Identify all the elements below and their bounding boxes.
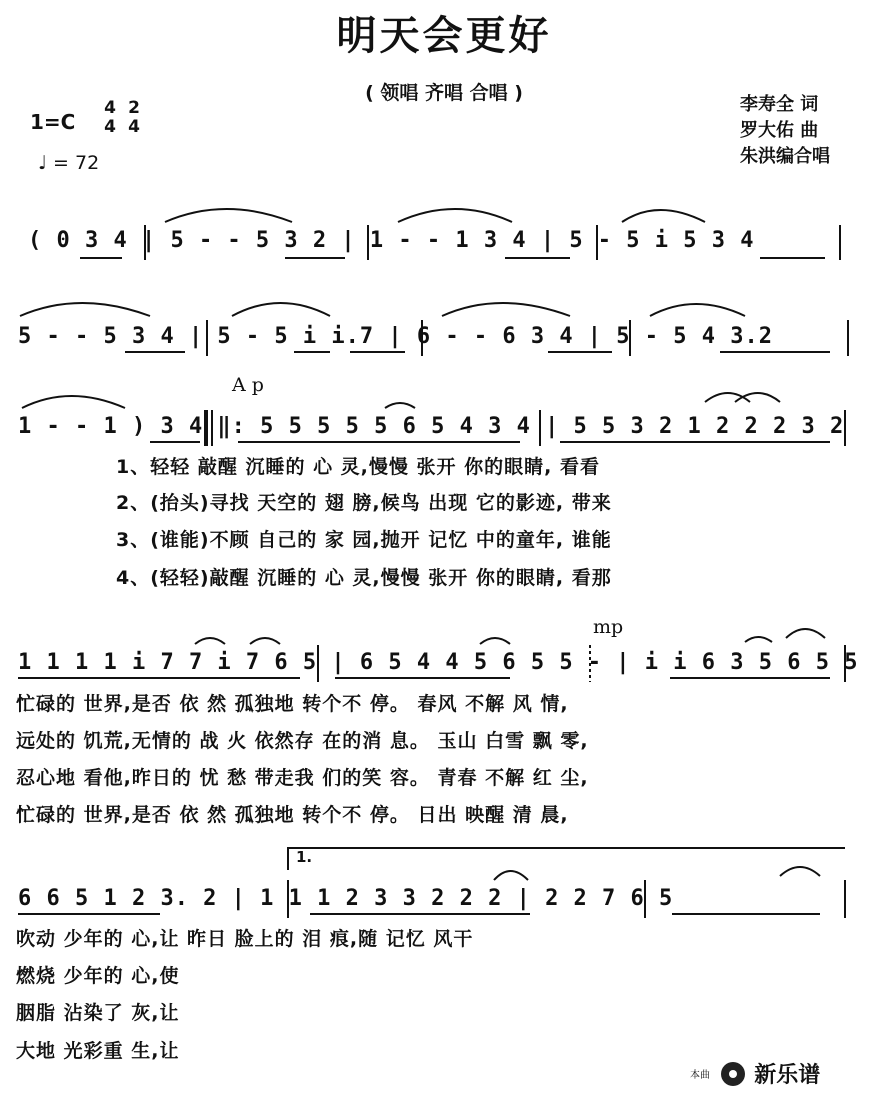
slur xyxy=(385,403,415,408)
notation-system-2: 5 - - 5 3 4 | 5 - 5 i i.7 | 6 - - 6 3 4 | 5 - 5 4 3.2 xyxy=(18,324,773,349)
slur xyxy=(250,638,280,644)
slur xyxy=(786,629,825,638)
rhythm-beams xyxy=(18,258,830,914)
lyric-line: 忙碌的 世界,是否 依 然 孤独地 转个不 停。 日出 映醒 清 晨, xyxy=(16,804,569,826)
slur xyxy=(735,393,780,402)
lyric-line: 忍心地 看他,昨日的 忧 愁 带走我 们的笑 容。 青春 不解 红 尘, xyxy=(16,767,589,789)
notation-system-3: 1 - - 1 ) 3 4 ‖: 5 5 5 5 5 6 5 4 3 4 | 5 5 3 2 1 2 2 2 3 2 xyxy=(18,414,845,439)
slur xyxy=(745,637,772,642)
lyric-line: 吹动 少年的 心,让 昨日 脸上的 泪 痕,随 记忆 风干 xyxy=(16,928,474,950)
slur xyxy=(20,303,150,316)
lyric-line: 1、轻轻 敲醒 沉睡的 心 灵,慢慢 张开 你的眼睛, 看看 xyxy=(116,456,600,478)
dynamic-marking-ap: A p xyxy=(232,374,264,396)
quarter-note-icon: ♩ xyxy=(38,152,47,174)
notation-system-5: 6 6 5 1 2 3. 2 | 1 1 1 2 3 3 2 2 2 | 2 2 7 6 5 xyxy=(18,886,674,911)
notation-system-1: ( 0 3 4 | 5 - - 5 3 2 | 1 - - 1 3 4 | 5 - 5 i 5 3 4 xyxy=(28,228,755,253)
volta-label: 1. xyxy=(296,848,313,866)
composer-credit: 罗大佑 曲 xyxy=(740,120,819,141)
slur xyxy=(780,867,820,876)
arranger-credit: 朱洪编合唱 xyxy=(740,146,830,167)
dynamic-marking-mp: mp xyxy=(593,616,624,638)
volta-bracket xyxy=(288,848,845,870)
time-signature-4-4: 4 4 xyxy=(104,98,116,137)
song-title: 明天会更好 xyxy=(336,13,552,59)
lyric-line: 燃烧 少年的 心,使 xyxy=(16,965,180,987)
lyric-line: 3、(谁能)不顾 自己的 家 园,抛开 记忆 中的童年, 谁能 xyxy=(116,529,612,551)
slur xyxy=(622,210,705,222)
lyric-line: 胭脂 沾染了 灰,让 xyxy=(16,1002,180,1024)
slur xyxy=(165,209,292,222)
lyric-line: 远处的 饥荒,无情的 战 火 依然存 在的消 息。 玉山 白雪 飘 零, xyxy=(16,730,589,752)
notation-system-4: 1 1 1 1 i 7 7 i 7 6 5 | 6 5 4 4 5 6 5 5 - | i i 6 3 5 6 5 5 xyxy=(18,650,859,675)
slur xyxy=(442,303,570,316)
slur xyxy=(232,303,330,316)
lyric-line: 2、(抬头)寻找 天空的 翅 膀,候鸟 出现 它的影迹, 带来 xyxy=(116,492,612,514)
slur xyxy=(22,396,125,408)
lyric-line: 4、(轻轻)敲醒 沉睡的 心 灵,慢慢 张开 你的眼睛, 看那 xyxy=(116,567,612,589)
slur xyxy=(195,638,225,644)
performance-subtitle: ( 领唱 齐唱 合唱 ) xyxy=(365,82,523,104)
key-signature: 1=C xyxy=(30,110,76,134)
tempo-marking: ♩ = 72 xyxy=(38,152,100,174)
slur xyxy=(398,209,512,222)
lyric-line: 忙碌的 世界,是否 依 然 孤独地 转个不 停。 春风 不解 风 情, xyxy=(16,693,569,715)
record-disc-icon xyxy=(721,1062,745,1086)
slur xyxy=(494,871,528,880)
slur xyxy=(650,304,745,316)
watermark-logo: 本曲 新乐谱 xyxy=(690,1063,821,1088)
lyric-line: 大地 光彩重 生,让 xyxy=(16,1040,180,1062)
slur xyxy=(480,638,510,644)
lyricist-credit: 李寿全 词 xyxy=(740,94,819,115)
time-signature-2-4: 2 4 xyxy=(128,98,140,137)
